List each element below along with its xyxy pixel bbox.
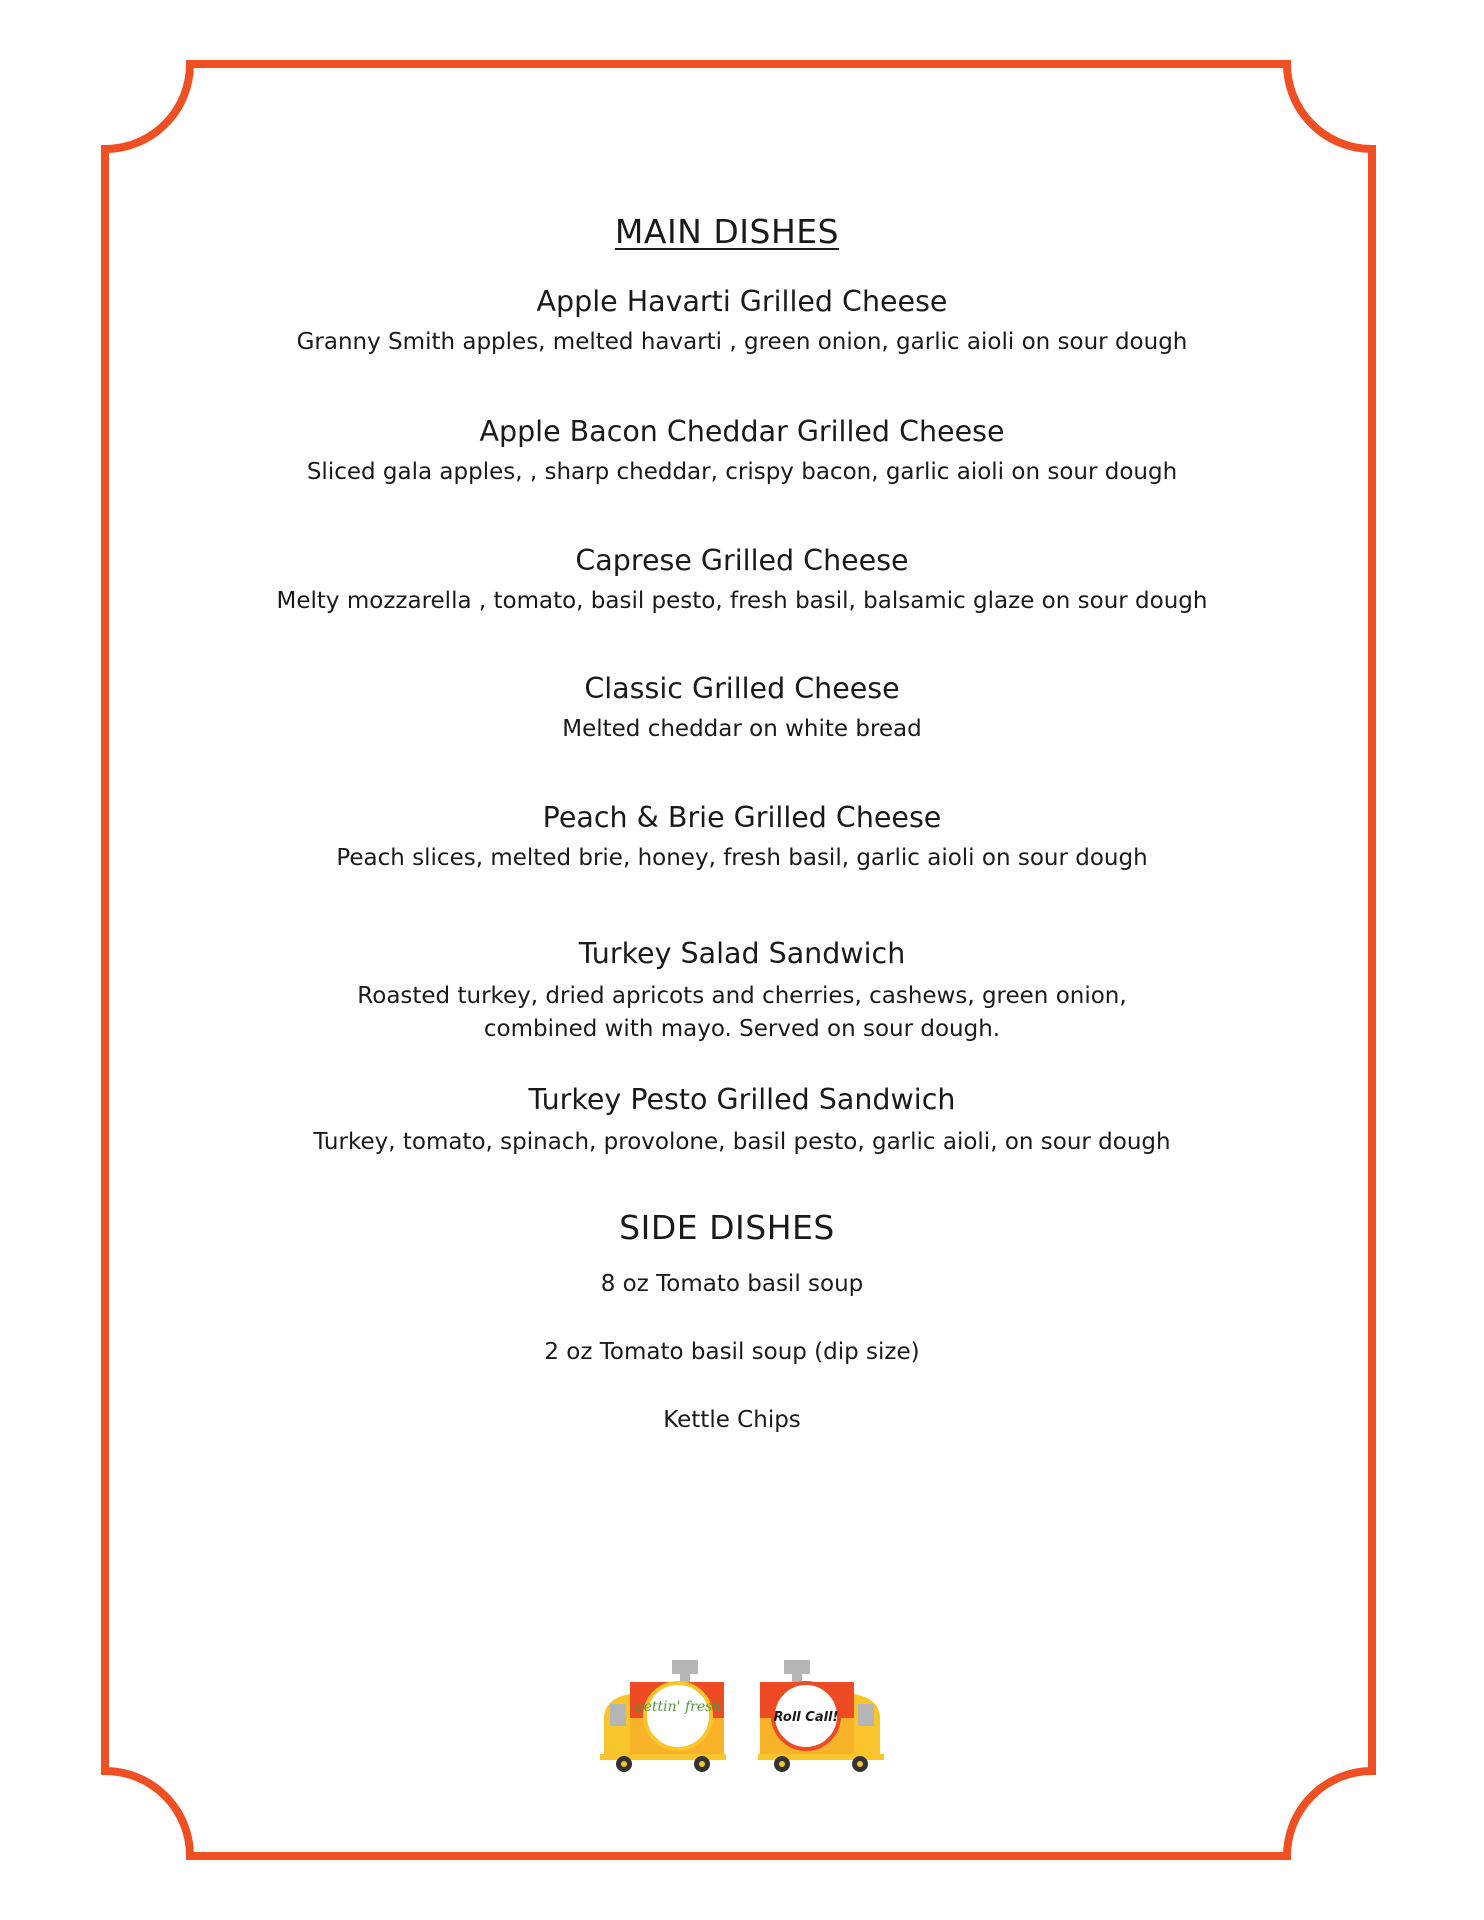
gettin-fresh-truck-logo xyxy=(600,1658,730,1776)
dish-description: Turkey, tomato, spinach, provolone, basil pesto, garlic aioli, on sour dough xyxy=(313,1129,1171,1155)
roll-call-truck-logo xyxy=(756,1658,886,1776)
dish-name: Peach & Brie Grilled Cheese xyxy=(542,801,942,834)
dish-item xyxy=(0,936,1484,1046)
dish-item xyxy=(0,671,1484,746)
dish-item xyxy=(0,1082,1484,1159)
dish-name: Turkey Salad Sandwich xyxy=(578,937,906,970)
side-item: 8 oz Tomato basil soup xyxy=(600,1271,864,1297)
dish-item xyxy=(0,414,1484,489)
dish-description: Granny Smith apples, melted havarti , green onion, garlic aioli on sour dough xyxy=(296,329,1188,355)
dish-name: Classic Grilled Cheese xyxy=(584,672,900,705)
dish-item xyxy=(0,284,1484,359)
dish-description: Melty mozzarella , tomato, basil pesto, fresh basil, balsamic glaze on sour dough xyxy=(276,588,1208,614)
dish-description: combined with mayo. Served on sour dough. xyxy=(483,1016,1001,1042)
dish-description: Peach slices, melted brie, honey, fresh basil, garlic aioli on sour dough xyxy=(336,845,1148,871)
side-dishes-title: SIDE DISHES xyxy=(619,1208,835,1247)
logo-text: Roll Call! xyxy=(773,1710,839,1725)
food-truck-logos xyxy=(0,1658,1484,1778)
dish-name: Caprese Grilled Cheese xyxy=(575,544,909,577)
dish-description: Roasted turkey, dried apricots and cherries, cashews, green onion, xyxy=(357,983,1127,1009)
side-item: Kettle Chips xyxy=(663,1407,801,1433)
dish-description: Sliced gala apples, , sharp cheddar, crispy bacon, garlic aioli on sour dough xyxy=(306,459,1178,485)
logo-text: gettin' fresh xyxy=(634,1699,722,1715)
dish-item xyxy=(0,543,1484,618)
main-dishes-title: MAIN DISHES xyxy=(614,212,840,251)
dish-name: Turkey Pesto Grilled Sandwich xyxy=(528,1083,956,1116)
dish-name: Apple Bacon Cheddar Grilled Cheese xyxy=(479,415,1005,448)
dish-name: Apple Havarti Grilled Cheese xyxy=(536,285,948,318)
dish-item xyxy=(0,800,1484,875)
side-item: 2 oz Tomato basil soup (dip size) xyxy=(544,1339,920,1365)
dish-description: Melted cheddar on white bread xyxy=(562,716,922,742)
